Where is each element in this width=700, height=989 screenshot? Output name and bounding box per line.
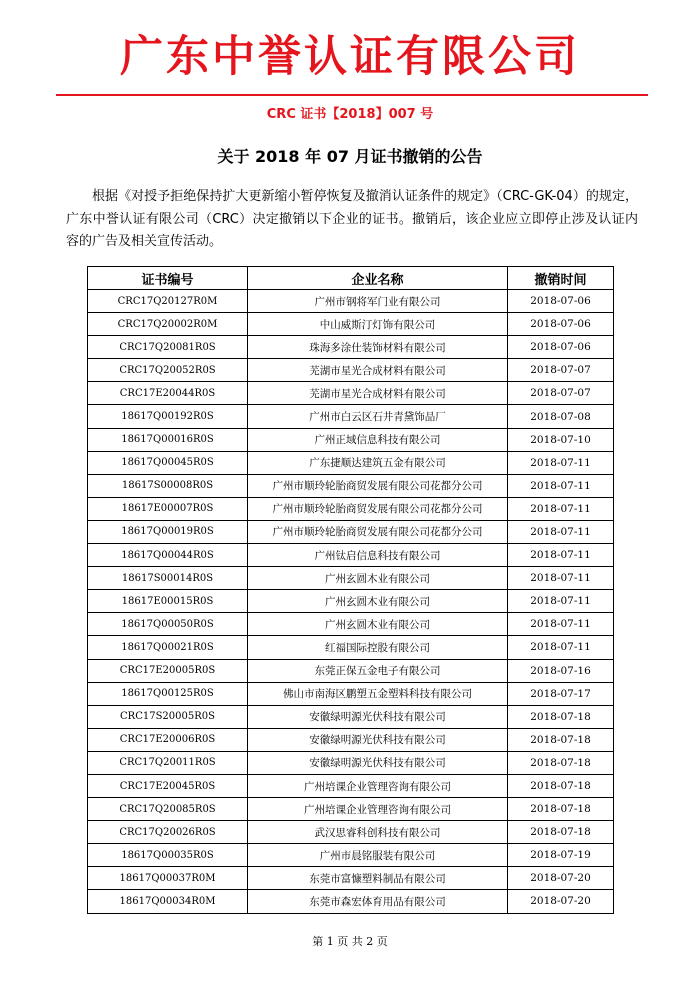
cert-number-cell: CRC17E20005R0S <box>88 659 248 682</box>
table-row <box>88 520 614 543</box>
revoke-date-cell: 2018-07-06 <box>508 290 614 313</box>
table-row <box>88 636 614 659</box>
revoke-date-cell: 2018-07-06 <box>508 313 614 336</box>
revoke-date-cell: 2018-07-08 <box>508 405 614 428</box>
cert-number-cell: 18617Q00021R0S <box>88 636 248 659</box>
cert-number-cell: 18617S00014R0S <box>88 567 248 590</box>
cert-number-cell: CRC17Q20026R0S <box>88 821 248 844</box>
table-row <box>88 405 614 428</box>
table-row <box>88 382 614 405</box>
company-name-cell: 广州培课企业管理咨询有限公司 <box>248 774 508 797</box>
table-row <box>88 659 614 682</box>
revoke-date-cell: 2018-07-06 <box>508 336 614 359</box>
company-name-cell: 芜湖市星光合成材料有限公司 <box>248 359 508 382</box>
cert-number-cell: CRC17Q20052R0S <box>88 359 248 382</box>
company-name: 广东中誉认证有限公司 <box>120 32 580 82</box>
table-row <box>88 705 614 728</box>
revoke-date-cell: 2018-07-11 <box>508 451 614 474</box>
revoke-date-cell: 2018-07-20 <box>508 867 614 890</box>
company-name-cell: 红福国际控股有限公司 <box>248 636 508 659</box>
table-row <box>88 428 614 451</box>
revoke-date-cell: 2018-07-11 <box>508 497 614 520</box>
company-name-cell: 珠海多涂仕装饰材料有限公司 <box>248 336 508 359</box>
revoke-date-cell: 2018-07-11 <box>508 474 614 497</box>
table-row <box>88 313 614 336</box>
company-name-cell: 广州市顺玲轮胎商贸发展有限公司花都分公司 <box>248 474 508 497</box>
table-row <box>88 751 614 774</box>
company-name-cell: 安徽绿明源光伏科技有限公司 <box>248 705 508 728</box>
company-name-cell: 武汉思睿科创科技有限公司 <box>248 821 508 844</box>
company-name-cell: 东莞市森宏体育用品有限公司 <box>248 890 508 913</box>
revoke-date-cell: 2018-07-18 <box>508 798 614 821</box>
header-divider <box>56 94 648 96</box>
table-row <box>88 451 614 474</box>
cert-number-cell: 18617Q00050R0S <box>88 613 248 636</box>
company-name-cell: 东莞市富慷塑料制品有限公司 <box>248 867 508 890</box>
revoke-date-cell: 2018-07-18 <box>508 728 614 751</box>
table-row <box>88 867 614 890</box>
company-name-cell: 广州培课企业管理咨询有限公司 <box>248 798 508 821</box>
company-name-cell: 安徽绿明源光伏科技有限公司 <box>248 751 508 774</box>
table-row <box>88 798 614 821</box>
table-row <box>88 728 614 751</box>
revoke-date-cell: 2018-07-07 <box>508 382 614 405</box>
header-cert-number: 证书编号 <box>88 267 248 290</box>
table-row <box>88 590 614 613</box>
company-name-cell: 广州玄圆木业有限公司 <box>248 613 508 636</box>
company-name-cell: 中山威斯汀灯饰有限公司 <box>248 313 508 336</box>
company-name-cell: 东莞正保五金电子有限公司 <box>248 659 508 682</box>
table-row <box>88 613 614 636</box>
revoke-date-cell: 2018-07-18 <box>508 821 614 844</box>
table-row <box>88 890 614 913</box>
cert-number-cell: 18617Q00125R0S <box>88 682 248 705</box>
cert-number-cell: 18617E00007R0S <box>88 497 248 520</box>
revoke-date-cell: 2018-07-11 <box>508 520 614 543</box>
revoke-date-cell: 2018-07-11 <box>508 636 614 659</box>
cert-number-cell: CRC17E20006R0S <box>88 728 248 751</box>
header-company-name: 企业名称 <box>248 267 508 290</box>
cert-number-cell: 18617Q00034R0M <box>88 890 248 913</box>
table-row <box>88 290 614 313</box>
table-row <box>88 682 614 705</box>
cert-number-cell: CRC17E20044R0S <box>88 382 248 405</box>
company-name-cell: 广州市顺玲轮胎商贸发展有限公司花都分公司 <box>248 520 508 543</box>
cert-number-cell: 18617Q00037R0M <box>88 867 248 890</box>
notice-body: 根据《对授予拒绝保持扩大更新缩小暂停恢复及撤消认证条件的规定》（CRC-GK-04）的规定，广东中誉认证有限公司（CRC）决定撤销以下企业的证书。撤销后，该企业应立即停止涉及认证内容的广告及相关宣传活动。 <box>66 189 638 249</box>
cert-number-cell: 18617Q00035R0S <box>88 844 248 867</box>
company-name-cell: 安徽绿明源光伏科技有限公司 <box>248 728 508 751</box>
cert-number-cell: CRC17Q20081R0S <box>88 336 248 359</box>
cert-number-cell: 18617E00015R0S <box>88 590 248 613</box>
revoke-date-cell: 2018-07-11 <box>508 590 614 613</box>
company-name-cell: 广州市白云区石井青黛饰品厂 <box>248 405 508 428</box>
company-name-cell: 广州玄圆木业有限公司 <box>248 567 508 590</box>
table-row <box>88 774 614 797</box>
cert-number-cell: CRC17Q20011R0S <box>88 751 248 774</box>
certificate-number: CRC 证书【2018】007 号 <box>266 107 434 122</box>
revoke-date-cell: 2018-07-07 <box>508 359 614 382</box>
cert-number-cell: 18617Q00019R0S <box>88 520 248 543</box>
company-name-cell: 广州正域信息科技有限公司 <box>248 428 508 451</box>
table-row <box>88 567 614 590</box>
company-name-cell: 广州钛启信息科技有限公司 <box>248 544 508 567</box>
table-row <box>88 821 614 844</box>
cert-number-cell: CRC17Q20002R0M <box>88 313 248 336</box>
page-number: 第 1 页 共 2 页 <box>312 935 388 948</box>
company-name-cell: 芜湖市星光合成材料有限公司 <box>248 382 508 405</box>
table-row <box>88 544 614 567</box>
cert-number-cell: 18617S00008R0S <box>88 474 248 497</box>
header-revoke-date: 撤销时间 <box>508 267 614 290</box>
revoke-date-cell: 2018-07-18 <box>508 751 614 774</box>
revoke-date-cell: 2018-07-19 <box>508 844 614 867</box>
table-row <box>88 474 614 497</box>
cert-number-cell: CRC17S20005R0S <box>88 705 248 728</box>
company-name-cell: 广州玄圆木业有限公司 <box>248 590 508 613</box>
notice-title: 关于 2018 年 07 月证书撤销的公告 <box>217 147 483 166</box>
revoke-date-cell: 2018-07-18 <box>508 705 614 728</box>
revoke-date-cell: 2018-07-11 <box>508 613 614 636</box>
company-name-cell: 广州市钢将军门业有限公司 <box>248 290 508 313</box>
revoke-date-cell: 2018-07-20 <box>508 890 614 913</box>
cert-number-cell: 18617Q00016R0S <box>88 428 248 451</box>
cert-number-cell: CRC17Q20127R0M <box>88 290 248 313</box>
revocation-table <box>87 266 614 914</box>
table-header-row <box>88 267 614 290</box>
revoke-date-cell: 2018-07-16 <box>508 659 614 682</box>
table-row <box>88 336 614 359</box>
company-name-cell: 佛山市南海区鹏塑五金塑料科技有限公司 <box>248 682 508 705</box>
cert-number-cell: CRC17Q20085R0S <box>88 798 248 821</box>
table-body <box>88 290 614 914</box>
revoke-date-cell: 2018-07-18 <box>508 774 614 797</box>
company-name-cell: 广州市顺玲轮胎商贸发展有限公司花都分公司 <box>248 497 508 520</box>
company-name-cell: 广东捷顺达建筑五金有限公司 <box>248 451 508 474</box>
table-row <box>88 359 614 382</box>
cert-number-cell: 18617Q00044R0S <box>88 544 248 567</box>
cert-number-cell: 18617Q00192R0S <box>88 405 248 428</box>
company-name-cell: 广州市晨铭服装有限公司 <box>248 844 508 867</box>
revoke-date-cell: 2018-07-10 <box>508 428 614 451</box>
cert-number-cell: 18617Q00045R0S <box>88 451 248 474</box>
revoke-date-cell: 2018-07-11 <box>508 544 614 567</box>
revoke-date-cell: 2018-07-11 <box>508 567 614 590</box>
table-row <box>88 844 614 867</box>
table-row <box>88 497 614 520</box>
revoke-date-cell: 2018-07-17 <box>508 682 614 705</box>
cert-number-cell: CRC17E20045R0S <box>88 774 248 797</box>
